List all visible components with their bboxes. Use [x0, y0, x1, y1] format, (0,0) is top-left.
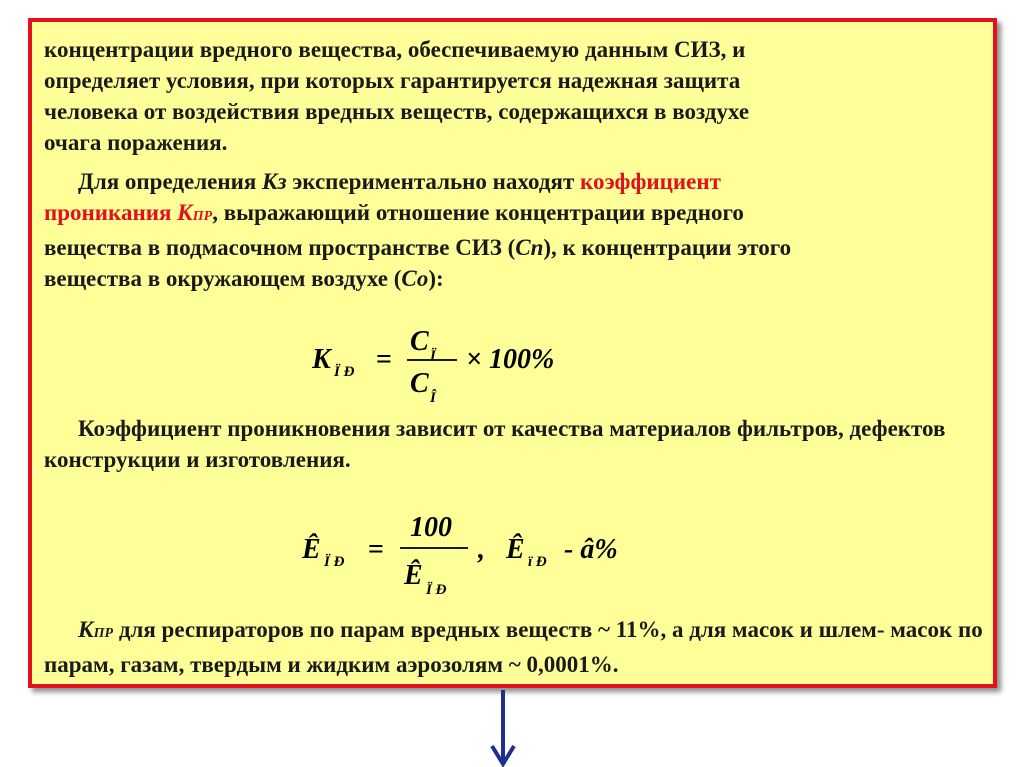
text-line — [44, 166, 983, 197]
formula-protection-coefficient — [302, 500, 662, 600]
kpr-letter: К — [177, 200, 193, 225]
kz-symbol: Кз — [262, 169, 287, 194]
formula-tail: × 100% — [466, 344, 555, 375]
text-line: концентрации вредного вещества, обеспечиваемую данным СИЗ, и — [44, 37, 746, 62]
text-fragment: для респираторов по парам вредных веществ ~ 11%, а для масок и шлем- масок по парам, газам, твердым и жидким аэрозолям ~ 0,0001%. — [44, 617, 983, 677]
formula-lhs-subscript: Ï Ð — [324, 554, 345, 570]
formula-denominator-subscript: Î — [430, 390, 436, 402]
formula-denominator: Ê — [404, 560, 423, 591]
paragraph-definition — [44, 166, 983, 294]
formula-comma: , — [478, 534, 485, 565]
text-fragment: вещества в окружающем воздухе ( — [44, 266, 402, 291]
formula-lhs-subscript: Ï Ð — [334, 364, 355, 380]
arrow-down-icon — [488, 690, 518, 767]
formula-rhs: Ê — [506, 534, 525, 565]
paragraph-factors: Коэффициент проникновения зависит от качества материалов фильтров, дефектов конструкции и изготовления. — [44, 416, 946, 472]
kpr-letter: К — [78, 617, 94, 642]
content-panel — [28, 18, 997, 688]
kpr-symbol — [177, 200, 212, 225]
cn-symbol: Сп — [515, 235, 544, 260]
text-line — [44, 197, 983, 232]
text-fragment: ), к концентрации этого — [543, 235, 792, 260]
highlight-term: проникания — [44, 200, 178, 225]
text-line: человека от воздействия вредных веществ, содержащихся в воздухе — [44, 99, 750, 124]
text-fragment: экспериментально находят — [286, 169, 581, 194]
formula-numerator-subscript: Ï — [430, 348, 436, 364]
text-line — [44, 232, 983, 263]
text-line: очага поражения. — [44, 130, 228, 155]
formula-equals: = — [376, 344, 392, 375]
co-symbol: Со — [401, 266, 429, 291]
text-fragment: ): — [428, 266, 444, 291]
text-fragment: Для определения — [78, 169, 263, 194]
kpr-subscript: ПР — [93, 626, 114, 641]
formula-rhs-subscript: ï Ð — [528, 554, 547, 570]
formula-lhs: K — [312, 344, 331, 375]
formula-denominator: C — [410, 368, 429, 399]
formula-rhs-tail: - â% — [564, 534, 618, 565]
text-line — [44, 263, 983, 294]
formula-denominator-subscript: Ï Ð — [426, 582, 447, 598]
formula-numerator: C — [410, 326, 429, 357]
formula-lhs: Ê — [302, 534, 321, 565]
formula-equals: = — [368, 534, 384, 565]
text-fragment: , выражающий отношение концентрации вредного — [212, 200, 744, 225]
highlight-term: коэффициент — [580, 169, 721, 194]
formula-numerator: 100 — [410, 512, 452, 543]
formula-penetration-coefficient — [312, 312, 612, 402]
text-fragment: вещества в подмасочном пространстве СИЗ ( — [44, 235, 516, 260]
text-line: определяет условия, при которых гарантируется надежная защита — [44, 68, 741, 93]
paragraph-intro — [44, 34, 983, 158]
kpr-subscript: ПР — [192, 209, 213, 224]
paragraph-values — [44, 614, 983, 680]
